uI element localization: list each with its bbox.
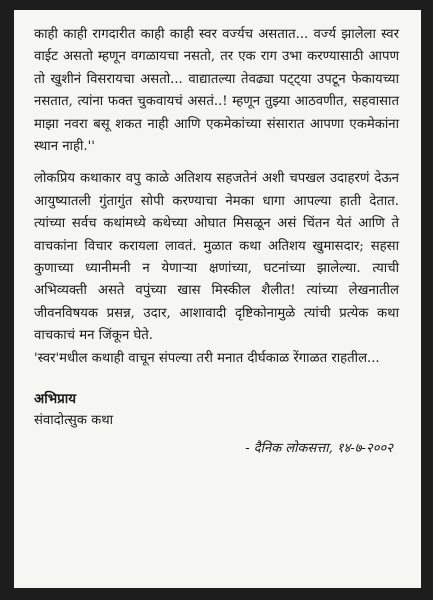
quote-paragraph: काही काही रागदारीत काही काही स्वर वर्ज्यच असतात... वर्ज्य झालेला स्वर वाईट असतो म्हणून वगळायचा नसतो, तर एक राग उभा करण्यासाठी आपण तो खुशीनं विसरायचा असतो... वाद्यातल्या तेवढ्या पट्ट्या उपटून फेकायच्या नसतात, त्यांना फक्त चुकवायचं असतं..! म्हणून तुझ्या आठवणीत, सहवासात माझा नवरा बसू शकत नाही आणि एकमेकांच्या संसारात आपणा एकमेकांना स्थान नाही.'' (34, 27, 399, 155)
closing-paragraph: 'स्वर'मधील कथाही वाचून संपल्या तरी मनात दीर्घकाळ रेंगाळत राहतील... (34, 350, 380, 366)
review-source: - दैनिक लोकसत्ता, १४-७-२००२ (245, 441, 393, 457)
opinion-text: संवादोत्सुक कथा (34, 413, 114, 429)
description-paragraph: लोकप्रिय कथाकार वपु काळे अतिशय सहजतेनं अशी चपखल उदाहरणं देऊन आयुष्यातली गुंतागुंत सोपी करण्याचा नेमका धागा आपल्या हाती देतात. त्यांच्या सर्वच कथांमध्ये कथेच्या ओघात मिसळून असं चिंतन येतं आणि ते वाचकांना विचार करायला लावतं. मुळात कथा अतिशय खुमासदार; सहसा कुणाच्या ध्यानीमनी न येणाऱ्या क्षणांच्या, घटनांच्या झालेल्या. त्याची अभिव्यक्ती असते वपुंच्या खास मिस्कील शैलीत! त्यांच्या लेखनातील जीवनविषयक प्रसन्न, उदार, आशावादी दृष्टिकोनामुळे त्यांची प्रत्येक कथा वाचकाचं मन जिंकून घेते. (34, 171, 399, 344)
opinion-heading: अभिप्राय (34, 391, 76, 408)
